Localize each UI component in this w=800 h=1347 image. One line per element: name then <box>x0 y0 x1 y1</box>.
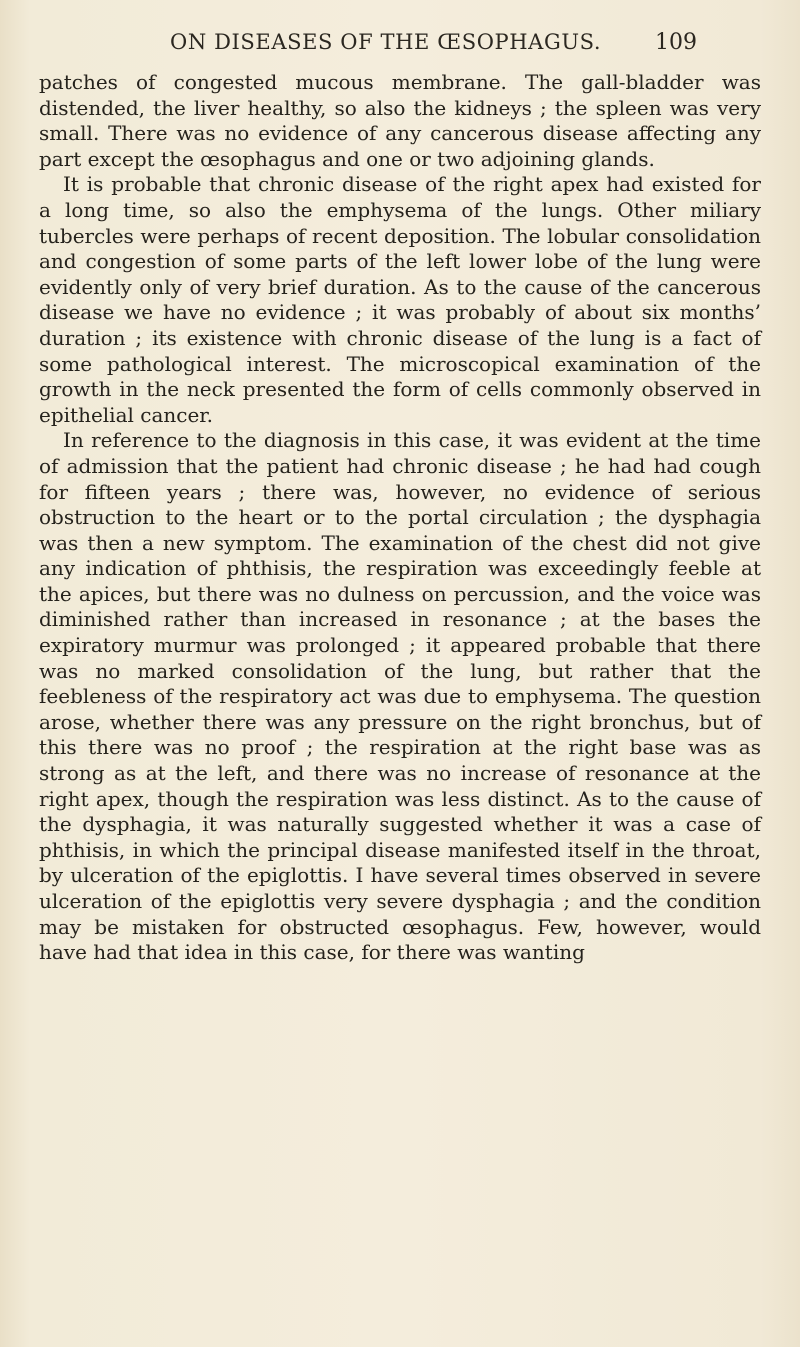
body-text <box>39 70 761 966</box>
running-title: ON DISEASES OF THE ŒSOPHAGUS. <box>170 30 602 54</box>
paragraph: In reference to the diagnosis in this case, it was evident at the time of admission that the patient had chronic disease ; he had had cough for fifteen years ; there was, however, no evidence of serious obstruction to the heart or to the portal circulation ; the dysphagia was then a new symptom. The examination of the chest did not give any indication of phthisis, the respiration was exceedingly feeble at the apices, but there was no dulness on percussion, and the voice was diminished rather than increased in resonance ; at the bases the expiratory murmur was prolonged ; it appeared probable that there was no marked consolidation of the lung, but rather that the feebleness of the respiratory act was due to emphysema. The question arose, whether there was any pressure on the right bronchus, but of this there was no proof ; the respiration at the right base was as strong as at the left, and there was no increase of resonance at the right apex, though the respiration was less distinct. As to the cause of the dysphagia, it was naturally suggested whether it was a case of phthisis, in which the principal disease manifested itself in the throat, by ulceration of the epiglottis. I have several times observed in severe ulceration of the epiglottis very severe dysphagia ; and the condition may be mistaken for obstructed œsophagus. Few, however, would have had that idea in this case, for there was wanting <box>39 428 761 965</box>
page-number: 109 <box>655 30 697 55</box>
paragraph-continued: patches of congested mucous membrane. The gall-bladder was distended, the liver healthy, so also the kidneys ; the spleen was very small. There was no evidence of any cancerous disease affecting any part except the œsophagus and one or two adjoining glands. <box>39 70 761 171</box>
paragraph: It is probable that chronic disease of the right apex had existed for a long time, so also the emphysema of the lungs. Other miliary tubercles were perhaps of recent deposition. The lobular consolidation and congestion of some parts of the left lower lobe of the lung were evidently only of very brief duration. As to the cause of the cancerous disease we have no evidence ; it was probably of about six months’ duration ; its existence with chronic disease of the lung is a fact of some pathological interest. The microscopical examination of the growth in the neck presented the form of cells commonly observed in epithelial cancer. <box>39 172 761 427</box>
page-header <box>0 20 800 60</box>
